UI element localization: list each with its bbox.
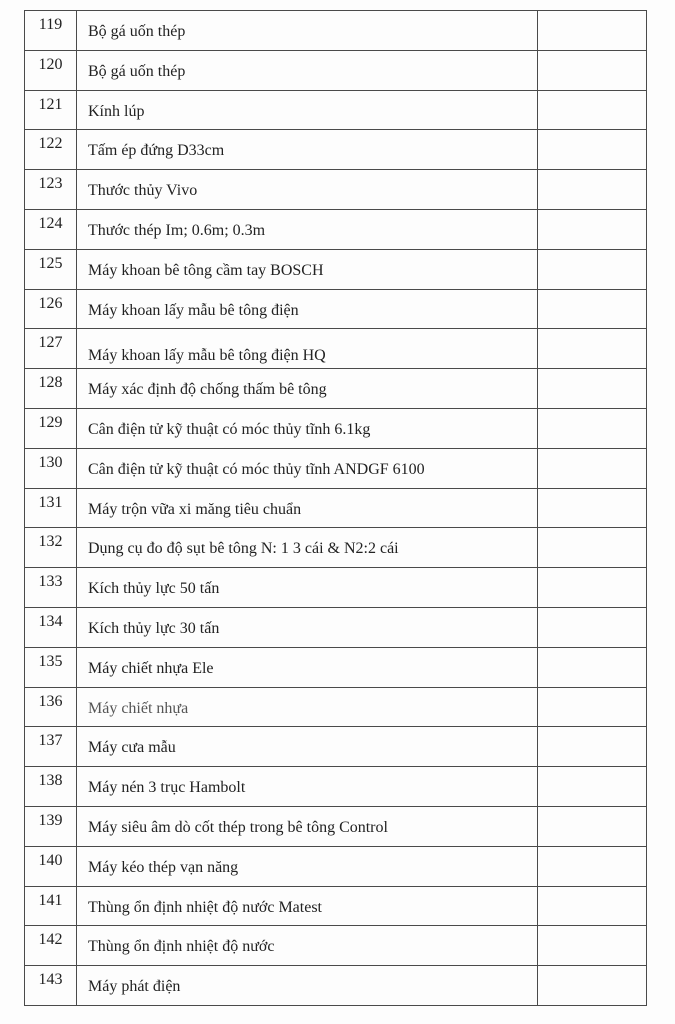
table-row [25, 966, 647, 1006]
empty-cell [538, 329, 647, 369]
equipment-name: Máy cưa mẫu [77, 727, 538, 767]
table-row [25, 607, 647, 647]
table-row [25, 488, 647, 528]
equipment-name: Máy trộn vữa xi măng tiêu chuẩn [77, 488, 538, 528]
row-number: 124 [25, 209, 77, 249]
row-number: 141 [25, 886, 77, 926]
equipment-name: Máy chiết nhựa [77, 687, 538, 727]
row-number: 131 [25, 488, 77, 528]
empty-cell [538, 408, 647, 448]
table-row [25, 926, 647, 966]
table-row [25, 647, 647, 687]
equipment-name: Dụng cụ đo độ sụt bê tông N: 1 3 cái & N2:2 cái [77, 528, 538, 568]
equipment-name: Thước thủy Vivo [77, 170, 538, 210]
empty-cell [538, 249, 647, 289]
equipment-name: Kích thủy lực 50 tấn [77, 568, 538, 608]
table-row [25, 846, 647, 886]
table-row [25, 11, 647, 51]
table-row [25, 448, 647, 488]
empty-cell [538, 687, 647, 727]
equipment-name: Máy siêu âm dò cốt thép trong bê tông Control [77, 806, 538, 846]
equipment-name: Máy phát điện [77, 966, 538, 1006]
row-number: 125 [25, 249, 77, 289]
row-number: 142 [25, 926, 77, 966]
equipment-table [24, 10, 647, 1006]
empty-cell [538, 209, 647, 249]
row-number: 136 [25, 687, 77, 727]
empty-cell [538, 806, 647, 846]
equipment-name: Máy khoan bê tông cầm tay BOSCH [77, 249, 538, 289]
table-row [25, 329, 647, 369]
table-row [25, 289, 647, 329]
equipment-name: Thùng ổn định nhiệt độ nước [77, 926, 538, 966]
table-row [25, 806, 647, 846]
empty-cell [538, 11, 647, 51]
row-number: 123 [25, 170, 77, 210]
row-number: 121 [25, 90, 77, 130]
equipment-name: Thùng ổn định nhiệt độ nước Matest [77, 886, 538, 926]
table-row [25, 886, 647, 926]
row-number: 120 [25, 50, 77, 90]
row-number: 127 [25, 329, 77, 369]
equipment-name: Tấm ép đứng D33cm [77, 130, 538, 170]
row-number: 134 [25, 607, 77, 647]
table-row [25, 727, 647, 767]
row-number: 119 [25, 11, 77, 51]
table-row [25, 50, 647, 90]
table-row [25, 170, 647, 210]
empty-cell [538, 528, 647, 568]
equipment-table-body [25, 11, 647, 1006]
table-row [25, 209, 647, 249]
equipment-name: Bộ gá uốn thép [77, 50, 538, 90]
table-row [25, 408, 647, 448]
empty-cell [538, 130, 647, 170]
row-number: 128 [25, 369, 77, 409]
equipment-name: Máy chiết nhựa Ele [77, 647, 538, 687]
row-number: 129 [25, 408, 77, 448]
empty-cell [538, 926, 647, 966]
empty-cell [538, 289, 647, 329]
row-number: 138 [25, 767, 77, 807]
empty-cell [538, 568, 647, 608]
table-row [25, 568, 647, 608]
row-number: 139 [25, 806, 77, 846]
equipment-name: Máy kéo thép vạn năng [77, 846, 538, 886]
empty-cell [538, 488, 647, 528]
equipment-name: Máy khoan lấy mẫu bê tông điện HQ [77, 329, 538, 369]
equipment-name: Máy xác định độ chống thấm bê tông [77, 369, 538, 409]
table-row [25, 528, 647, 568]
empty-cell [538, 727, 647, 767]
equipment-name: Cân điện tử kỹ thuật có móc thủy tĩnh 6.1kg [77, 408, 538, 448]
table-row [25, 130, 647, 170]
empty-cell [538, 846, 647, 886]
equipment-name: Máy nén 3 trục Hambolt [77, 767, 538, 807]
equipment-name: Kích thủy lực 30 tấn [77, 607, 538, 647]
row-number: 133 [25, 568, 77, 608]
empty-cell [538, 170, 647, 210]
equipment-name: Thước thép Im; 0.6m; 0.3m [77, 209, 538, 249]
empty-cell [538, 369, 647, 409]
row-number: 122 [25, 130, 77, 170]
equipment-name: Kính lúp [77, 90, 538, 130]
empty-cell [538, 90, 647, 130]
row-number: 140 [25, 846, 77, 886]
row-number: 126 [25, 289, 77, 329]
row-number: 130 [25, 448, 77, 488]
empty-cell [538, 607, 647, 647]
table-row [25, 687, 647, 727]
table-row [25, 767, 647, 807]
empty-cell [538, 886, 647, 926]
empty-cell [538, 966, 647, 1006]
row-number: 132 [25, 528, 77, 568]
empty-cell [538, 767, 647, 807]
equipment-name: Cân điện tử kỹ thuật có móc thủy tĩnh ANDGF 6100 [77, 448, 538, 488]
equipment-name: Máy khoan lấy mẫu bê tông điện [77, 289, 538, 329]
empty-cell [538, 448, 647, 488]
row-number: 143 [25, 966, 77, 1006]
table-row [25, 249, 647, 289]
table-row [25, 90, 647, 130]
row-number: 135 [25, 647, 77, 687]
table-row [25, 369, 647, 409]
empty-cell [538, 647, 647, 687]
equipment-name: Bộ gá uốn thép [77, 11, 538, 51]
row-number: 137 [25, 727, 77, 767]
empty-cell [538, 50, 647, 90]
